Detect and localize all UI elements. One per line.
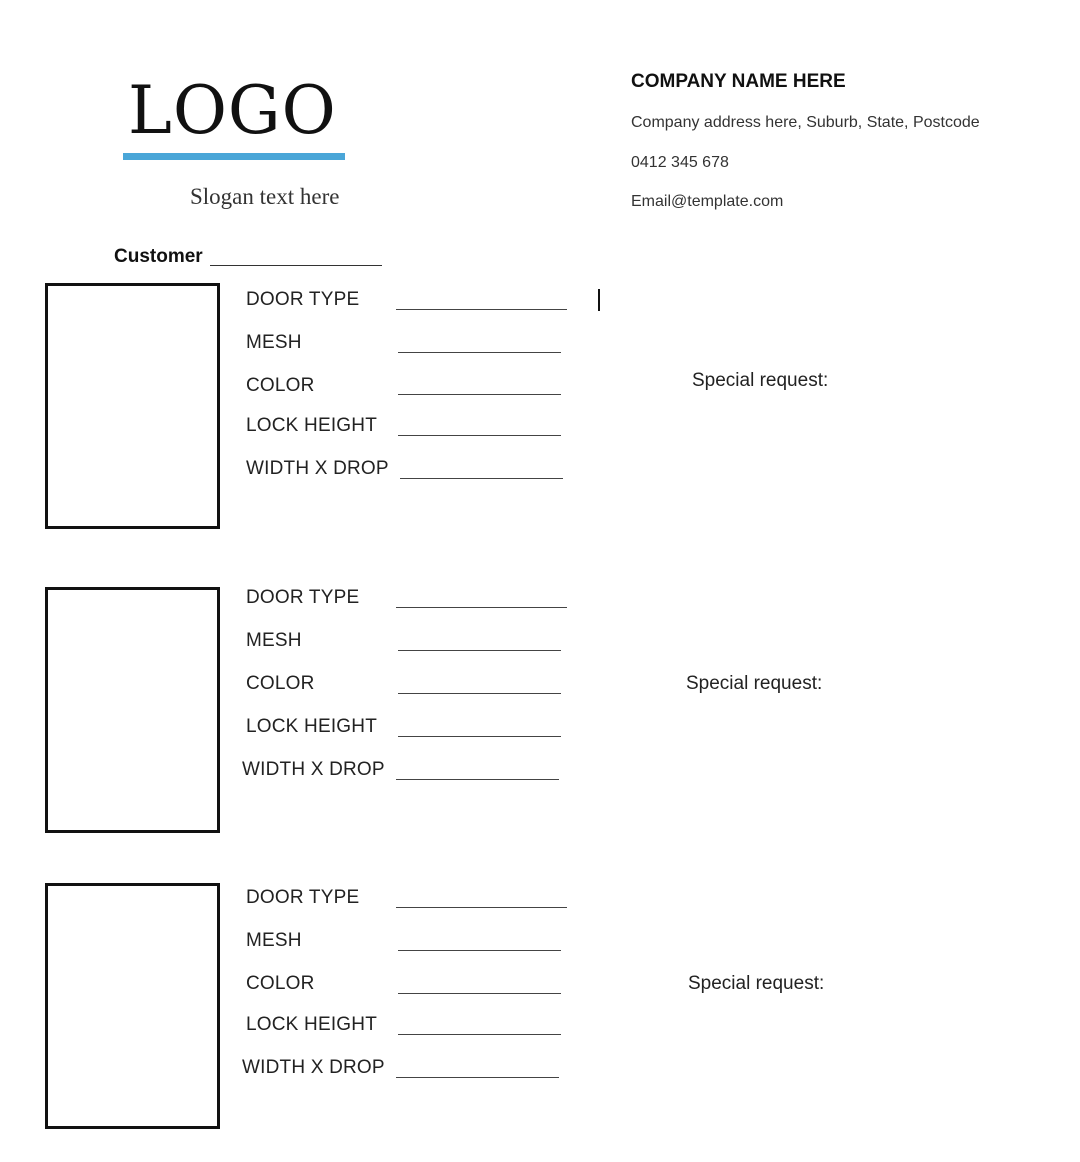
field-label-door-type: DOOR TYPE: [246, 587, 360, 608]
field-label-mesh: MESH: [246, 332, 302, 353]
field-line-mesh[interactable]: [398, 950, 561, 951]
field-label-color: COLOR: [246, 973, 315, 994]
field-line-mesh[interactable]: [398, 352, 561, 353]
door-section-1: [0, 283, 1080, 533]
door-sketch-box[interactable]: [45, 283, 220, 529]
field-label-color: COLOR: [246, 375, 315, 396]
field-label-mesh: MESH: [246, 930, 302, 951]
company-address: Company address here, Suburb, State, Postcode: [631, 114, 980, 131]
company-name: COMPANY NAME HERE: [631, 71, 846, 92]
field-label-color: COLOR: [246, 673, 315, 694]
company-phone: 0412 345 678: [631, 154, 729, 171]
field-label-lock-height: LOCK HEIGHT: [246, 1014, 377, 1035]
field-label-mesh: MESH: [246, 630, 302, 651]
slogan: Slogan text here: [190, 184, 340, 209]
field-line-door-type[interactable]: [396, 907, 567, 908]
field-label-width-drop: WIDTH X DROP: [242, 1057, 385, 1078]
special-request-label: Special request:: [686, 673, 823, 694]
field-label-width-drop: WIDTH X DROP: [242, 759, 385, 780]
customer-input-line[interactable]: [210, 265, 382, 266]
field-line-lock-height[interactable]: [398, 435, 561, 436]
field-line-width-drop[interactable]: [396, 1077, 559, 1078]
company-email: Email@template.com: [631, 193, 784, 210]
field-label-lock-height: LOCK HEIGHT: [246, 716, 377, 737]
door-sketch-box[interactable]: [45, 587, 220, 833]
field-line-color[interactable]: [398, 993, 561, 994]
field-line-width-drop[interactable]: [400, 478, 563, 479]
logo-underline: [123, 153, 345, 160]
field-line-door-type[interactable]: [396, 309, 567, 310]
special-request-label: Special request:: [688, 973, 825, 994]
customer-label: Customer: [114, 246, 203, 267]
field-label-lock-height: LOCK HEIGHT: [246, 415, 377, 436]
field-line-color[interactable]: [398, 394, 561, 395]
field-label-width-drop: WIDTH X DROP: [246, 458, 389, 479]
field-line-door-type[interactable]: [396, 607, 567, 608]
field-line-width-drop[interactable]: [396, 779, 559, 780]
field-label-door-type: DOOR TYPE: [246, 289, 360, 310]
special-request-label: Special request:: [692, 370, 829, 391]
field-line-mesh[interactable]: [398, 650, 561, 651]
field-label-door-type: DOOR TYPE: [246, 887, 360, 908]
door-sketch-box[interactable]: [45, 883, 220, 1129]
field-line-lock-height[interactable]: [398, 736, 561, 737]
door-section-3: [0, 883, 1080, 1133]
logo: LOGO: [128, 72, 337, 149]
field-line-color[interactable]: [398, 693, 561, 694]
door-section-2: [0, 587, 1080, 837]
field-line-lock-height[interactable]: [398, 1034, 561, 1035]
